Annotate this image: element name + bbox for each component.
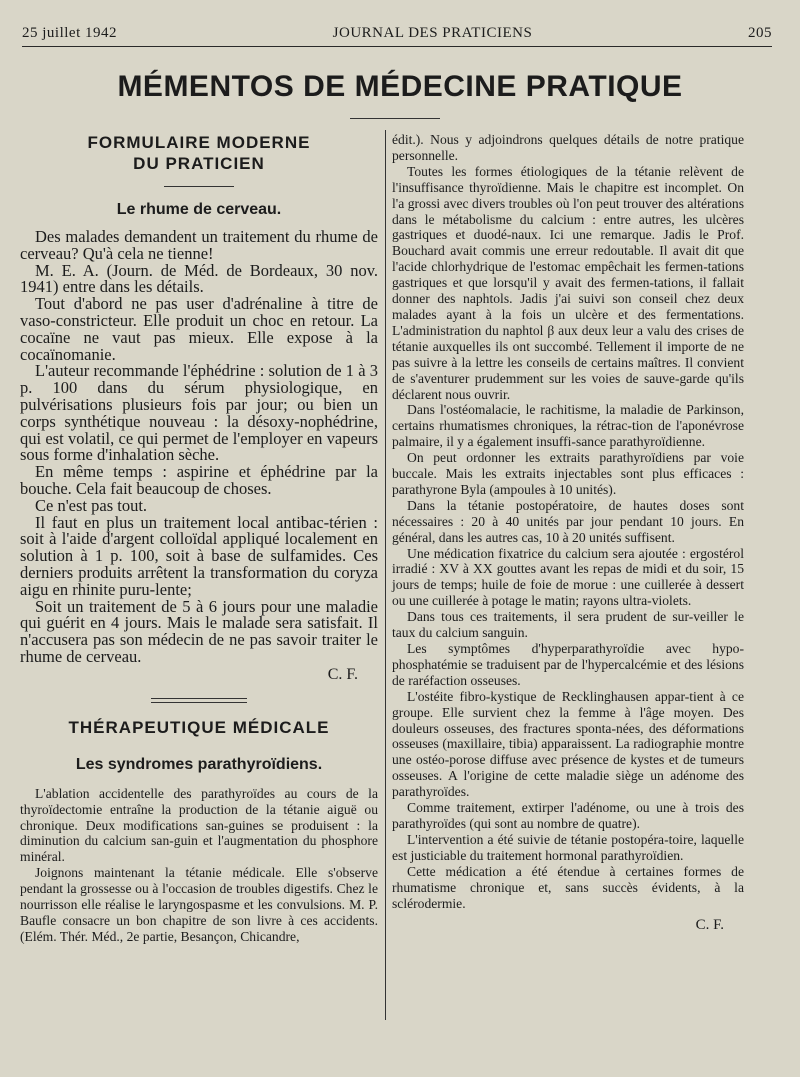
left-column bbox=[20, 132, 378, 945]
double-rule bbox=[151, 698, 247, 703]
article-title-rhume: Le rhume de cerveau. bbox=[116, 201, 282, 218]
issue-date: 25 juillet 1942 bbox=[22, 25, 117, 41]
paragraph: Des malades demandent un traitement du rhume de cerveau? Qu'à cela ne tienne! bbox=[20, 227, 378, 263]
running-header bbox=[22, 22, 772, 42]
paragraph: Toutes les formes étiologiques de la tétanie relèvent de l'insuffisance thyroïdienne. Mais le chapitre est incomplet. On l'a grossi avec divers troubles où l'on peut trouver des altérations dans le métabolisme du calcium : entre autres, les ulcères gastriques et duodé-naux. Ici une remarque. Jadis le Prof. Bouchard avait commis une erreur redoutable. Il avait dit que l'acide chlorhydrique de l'estomac empêchait les fermen-tations gastriques et que lorsqu'il y avait des fermen-tations, il fallait donner des naphtols. Jadis j'ai suivi son conseil chez deux malades ayant à la fois un ulcère et des fermentations. L'administration du naphtol β aux deux leur a valu des crises de tétanie auxquelles ils ont succombé. Tellement il importe de ne pas suivre à la lettre les conseils de certains maîtres. Il convient de s'aventurer prudemment sur les voies de sauve-garde qu'ils déclarent nous ouvrir. bbox=[392, 163, 744, 402]
section-heading-line: DU PRATICIEN bbox=[133, 154, 265, 173]
paragraph: Dans tous ces traitements, il sera prudent de sur-veiller le taux du calcium sanguin. bbox=[392, 609, 744, 641]
paragraph: L'ablation accidentelle des parathyroïdes au cours de la thyroïdectomie entraîne la production de la tétanie aiguë ou chronique. Deux modifications san-guines se produisent : la diminution du calcium san-guin et l'augmentation du phosphore minéral. bbox=[20, 785, 378, 865]
paragraph: Joignons maintenant la tétanie médicale. Elle s'observe pendant la grossesse ou à l'occasion de troubles digestifs. Chez le nourrisson elle réalise le laryngospasme et les convulsions. M. P. Baufle consacre un bon chapitre de son livre à ces accidents. (Elém. Thér. Méd., 2e partie, Besançon, Chicandre, bbox=[20, 865, 378, 944]
signature: C. F. bbox=[695, 917, 724, 934]
paragraph: édit.). Nous y adjoindrons quelques détails de notre pratique personnelle. bbox=[392, 132, 744, 163]
paragraph: Une médication fixatrice du calcium sera ajoutée : ergostérol irradié : XV à XX gouttes avant les repas de midi et du soir, 15 jours de temps; huile de foie de morue : une cuillerée à dessert ou une cuillerée à potage le matin; rayons ultra-violets. bbox=[392, 545, 744, 609]
section-heading-formulaire bbox=[20, 132, 378, 174]
paragraph: Les symptômes d'hyperparathyroïdie avec hypo-phosphatémie se traduisent par de l'hypercalcémie et des lésions de raréfaction osseuses. bbox=[392, 641, 744, 688]
page-title: MÉMENTOS DE MÉDECINE PRATIQUE bbox=[117, 70, 683, 103]
paragraph: Cette médication a été étendue à certaines formes de rhumatisme chronique et, sans succès évidents, à la sclérodermie. bbox=[392, 863, 744, 911]
paragraph: Ce n'est pas tout. bbox=[35, 495, 148, 515]
paragraph: Tout d'abord ne pas user d'adrénaline à titre de vaso-constricteur. Elle produit un choc en retour. La cocaïne ne vaut pas mieux. Elle expose à la cocaïnomanie. bbox=[20, 294, 378, 364]
right-column bbox=[392, 132, 744, 934]
paragraph: Dans l'ostéomalacie, le rachitisme, la maladie de Parkinson, certains rhumatismes chroniques, la rétrac-tion de l'aponévrose palmaire, il y a également insuffi-sance parathyroïdienne. bbox=[392, 402, 744, 450]
title-rule bbox=[350, 118, 440, 119]
paragraph: On peut ordonner les extraits parathyroïdiens par voie buccale. Mais les extraits injectables sont plus efficaces : parathyrone Byla (ampoules à 10 unités). bbox=[392, 450, 744, 497]
paragraph: Soit un traitement de 5 à 6 jours pour une maladie qui guérit en 4 jours. Mais le malade sera satisfait. Il n'accusera pas son médecin de ne pas savoir traiter le rhume de cerveau. bbox=[20, 596, 378, 666]
paragraph: En même temps : aspirine et éphédrine par la bouche. Cela fait beaucoup de choses. bbox=[20, 462, 378, 498]
column-divider bbox=[385, 130, 386, 1020]
section-heading-therapeutique: THÉRAPEUTIQUE MÉDICALE bbox=[68, 717, 330, 737]
signature: C. F. bbox=[327, 665, 358, 683]
header-rule bbox=[22, 46, 772, 47]
page-number: 205 bbox=[747, 25, 772, 41]
article-body-rhume bbox=[20, 229, 378, 666]
paragraph: Il faut en plus un traitement local antibac-térien : soit à l'aide d'argent colloïdal appliqué localement en solution à 1 p. 100, soit à base de sulfamides. Ces derniers produits arrêtent la transformation du coryza aigu en rhinite puru-lente; bbox=[20, 512, 378, 599]
article-title-parathyroidiens: Les syndromes parathyroïdiens. bbox=[75, 755, 323, 773]
paragraph: Comme traitement, extirper l'adénome, ou une à trois des parathyroïdes (qui sont au nombre de quatre). bbox=[392, 800, 744, 831]
paragraph: Dans la tétanie postopératoire, de hautes doses sont nécessaires : 20 à 40 unités par jour pendant 10 jours. En général, dans les autres cas, 10 à 20 unités suffisent. bbox=[392, 497, 744, 545]
paragraph: L'intervention a été suivie de tétanie postopéra-toire, laquelle est justiciable du traitement hormonal parathyroïdien. bbox=[392, 831, 744, 863]
section-heading-line: FORMULAIRE MODERNE bbox=[87, 133, 311, 152]
paragraph: L'ostéite fibro-kystique de Recklinghausen appar-tient à ce groupe. Elle survient chez la femme à l'âge moyen. Des douleurs osseuses, des fractures sponta-nées, des déformations osseuses (maxillaire, tibia) apparaissent. La radiographie montre une ostéo-porose diffuse avec présence de kystes et de tumeurs osseuses. A l'origine de cette maladie siège un adénome des parathyroïdes. bbox=[392, 688, 744, 800]
article-body-parathyroidiens bbox=[20, 786, 378, 945]
journal-name: JOURNAL DES PRATICIENS bbox=[332, 25, 533, 41]
section-rule bbox=[164, 186, 234, 187]
paragraph: L'auteur recommande l'éphédrine : solution de 1 à 3 p. 100 dans du sérum physiologique, en pulvérisations plusieurs fois par jour; ou bien un corps synthétique nouveau : la désoxy-nophédrine, qui est volatil, ce qui permet de l'employer en vapeurs sous forme d'inhalation sèche. bbox=[20, 361, 378, 465]
paragraph: M. E. A. (Journ. de Méd. de Bordeaux, 30 nov. 1941) entre dans les détails. bbox=[20, 260, 378, 297]
